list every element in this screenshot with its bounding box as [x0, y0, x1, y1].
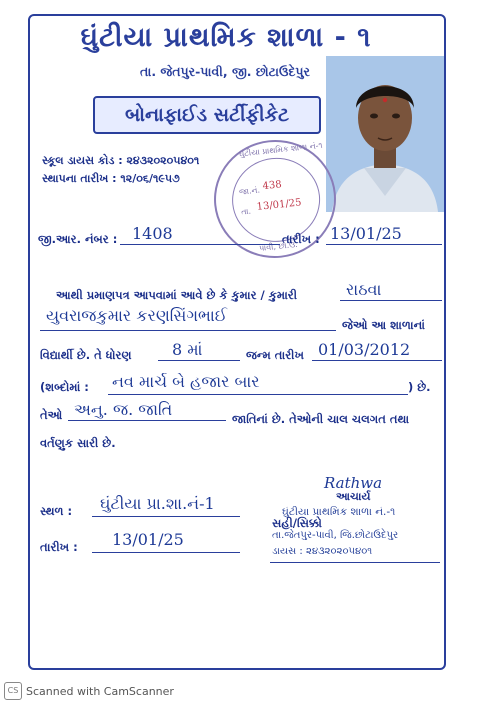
gr-rule [120, 244, 280, 245]
gr-date-rule [326, 244, 442, 245]
stamp-bottom-text: પાવી, છો.ઉ. [258, 239, 299, 253]
principal-stamp-line3: ડાયસ : ૨૪૩૨૦૨૦૫૪૦૧ [272, 546, 373, 557]
student-label: વિદ્યાર્થી છે. તે ધોરણ [40, 348, 132, 362]
certificate-title: બોનાફાઈડ સર્ટીફીકેટ [124, 104, 290, 126]
gr-value: 1408 [132, 224, 173, 243]
principal-stamp-line2: તા.જેતપુર-પાવી, જિ.છોટાઉદેપુર [272, 530, 399, 541]
dob-words-rule [108, 394, 408, 395]
intro-text: આથી પ્રમાણપત્ર આપવામાં આવે છે કે કુમાર / કુમારી [56, 288, 298, 302]
principal-stamp-line1: ઘુંટીયા પ્રાથમિક શાળા નં.-૧ [282, 506, 396, 518]
caste-phrase: જાતિનાં છે. તેઓની ચાલ ચલગત તથા [232, 412, 410, 426]
standard-value: 8 માં [172, 340, 203, 359]
student-name: યુવરાજકુમાર કરણસિંગભાઈ [46, 306, 228, 325]
student-photo [326, 56, 444, 212]
signature-rule [270, 562, 440, 563]
stamp-no-value: 438 [262, 179, 283, 193]
principal-title: આચાર્ય [336, 490, 371, 503]
dise-code: સ્કૂલ ડાયસ કોડ : ૨૪૩૨૦૨૦૫૪૦૧ [42, 154, 200, 167]
they-label: તેઓ [40, 408, 63, 422]
date-value: 13/01/25 [112, 530, 184, 549]
principal-signature: Rathwa [324, 474, 383, 492]
student-name-rule [40, 330, 336, 331]
place-label: સ્થળ : [40, 504, 73, 518]
school-address: તા. જેતપુર-પાવી, જી. છોટાઉદેપુર [139, 64, 311, 79]
dob-value: 01/03/2012 [318, 340, 411, 359]
date-rule [92, 552, 240, 553]
school-phrase: જેઓ આ શાળાનાં [342, 318, 425, 332]
scanner-text: Scanned with CamScanner [26, 684, 174, 698]
stamp-no-label: જા.નં. [238, 185, 261, 197]
school-name: ઘુંટીયા પ્રાથમિક શાળા - ૧ [80, 22, 372, 53]
standard-rule [158, 360, 240, 361]
principal-sign-label: સહી/સિક્કો [272, 516, 322, 530]
gr-label: જી.આર. નંબર : [38, 232, 118, 246]
date-label: તારીખ : [40, 540, 78, 554]
camscanner-logo-icon: CS [4, 682, 22, 700]
dob-rule [312, 360, 442, 361]
stamp-ring-text: ઘુંટીયા પ્રાથમિક શાળા નં-૧ [238, 140, 323, 159]
stamp-date-value: 13/01/25 [256, 197, 303, 213]
certificate-title-banner [93, 96, 321, 134]
place-rule [92, 516, 240, 517]
caste-value: અનુ. જ. જાતિ [74, 400, 173, 419]
student-surname: રાઠવા [346, 280, 382, 299]
stamp-date-label: તા. [240, 206, 252, 217]
conduct-text: વર્તણુક સારી છે. [40, 436, 116, 450]
gr-date-label: તારીખ : [282, 232, 320, 246]
caste-rule [68, 420, 226, 421]
words-end: ) છે. [408, 380, 431, 394]
established-date: સ્થાપના તારીખ : ૧૨/૦૬/૧૯૫૭ [42, 172, 180, 185]
dob-label: જન્મ તારીખ [246, 348, 304, 362]
dob-words: નવ માર્ચ બે હજાર બાર [112, 372, 260, 391]
surname-rule [340, 300, 442, 301]
scanner-watermark [4, 682, 174, 700]
words-label: (શબ્દોમાં : [40, 380, 89, 394]
place-value: ઘુંટીયા પ્રા.શા.નં-1 [100, 494, 215, 513]
gr-date-value: 13/01/25 [330, 224, 402, 243]
